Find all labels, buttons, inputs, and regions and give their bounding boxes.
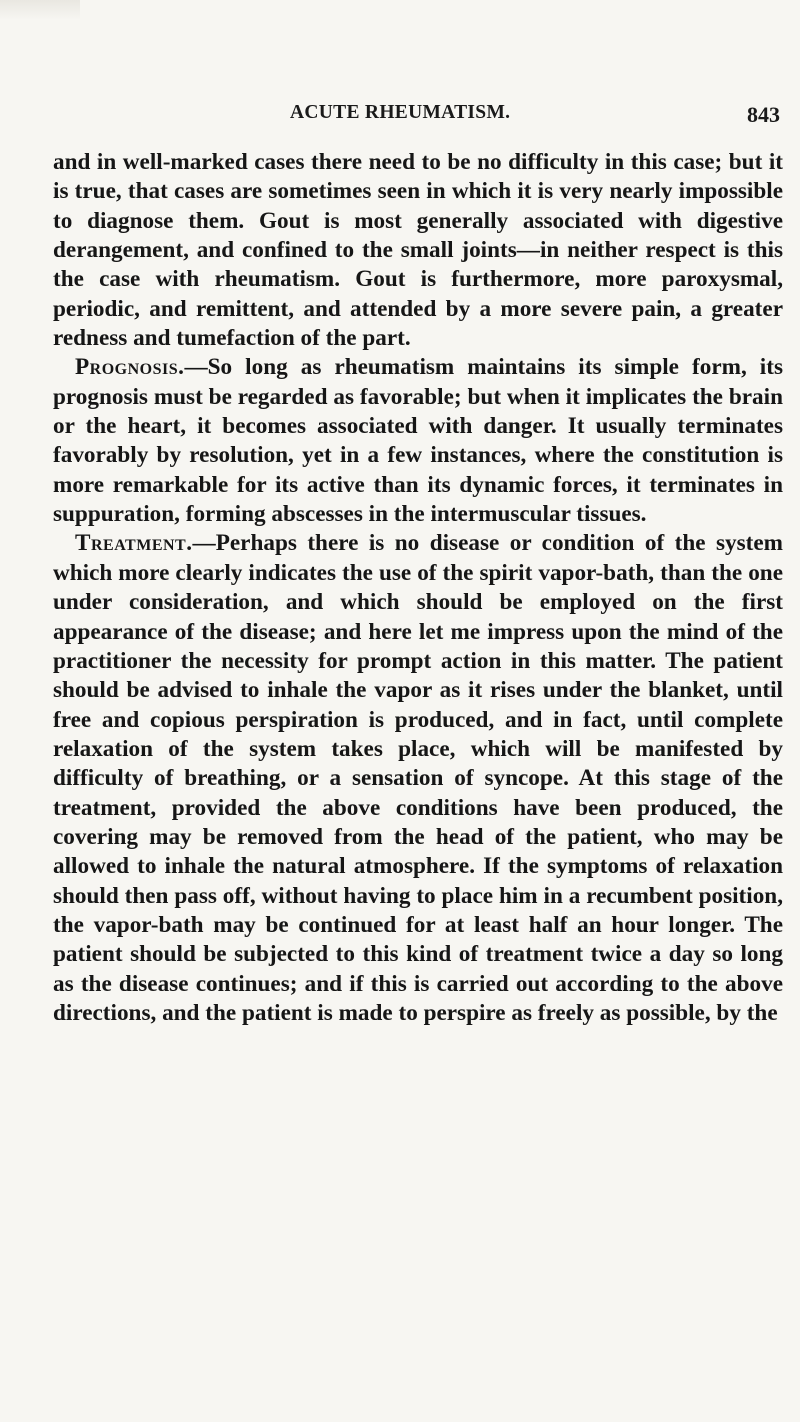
- paragraph-treatment: [53, 529, 783, 1028]
- section-lead-prognosis: Prognosis.: [75, 354, 185, 381]
- paragraph-prognosis: [53, 353, 783, 529]
- body-text: [53, 148, 783, 1028]
- page-number: 843: [747, 102, 780, 127]
- paragraph-text: and in well-marked cases there need to be no difficulty in this case; but it is true, that cases are sometimes seen in which it is very nearly impossible to diagnose them. Gout is most generally associated with digestive derangement, and confined to the small joints—in neither respect is this the case with rheumatism. Gout is furthermore, more paroxysmal, periodic, and remittent, and attended by a more severe pain, a greater redness and tumefaction of the part.: [53, 149, 783, 352]
- paragraph-diagnosis-continued: [53, 148, 783, 353]
- paragraph-text: —So long as rheumatism maintains its simple form, its prognosis must be regarded as favorable; but when it implicates the brain or the heart, it becomes associated with danger. It usually terminates favorably by resolution, yet in a few instances, where the constitution is more remarkable for its active than its dynamic forces, it terminates in suppuration, forming abscesses in the intermuscular tissues.: [53, 354, 783, 528]
- page-edge-shadow: [0, 0, 80, 20]
- running-title: ACUTE RHEUMATISM.: [290, 102, 511, 123]
- paragraph-text: —Perhaps there is no disease or condition of the system which more clearly indicates the use of the spirit vapor-bath, than the one under consideration, and which should be employed on the first appearance of the disease; and here let me impress upon the mind of the practitioner the necessity for prompt action in this matter. The patient should be advised to inhale the vapor as it rises under the blanket, until free and copious perspiration is produced, and in fact, until complete relaxation of the system takes place, which will be manifested by difficulty of breathing, or a sensation of syncope. At this stage of the treatment, provided the above conditions have been produced, the covering may be removed from the head of the patient, who may be allowed to inhale the natural atmosphere. If the symptoms of relaxation should then pass off, without having to place him in a recumbent position, the vapor-bath may be continued for at least half an hour longer. The patient should be subjected to this kind of treatment twice a day so long as the disease continues; and if this is carried out according to the above directions, and the patient is made to perspire as freely as possible, by the: [53, 530, 783, 1026]
- section-lead-treatment: Treatment.: [75, 530, 193, 557]
- running-head: [290, 102, 780, 132]
